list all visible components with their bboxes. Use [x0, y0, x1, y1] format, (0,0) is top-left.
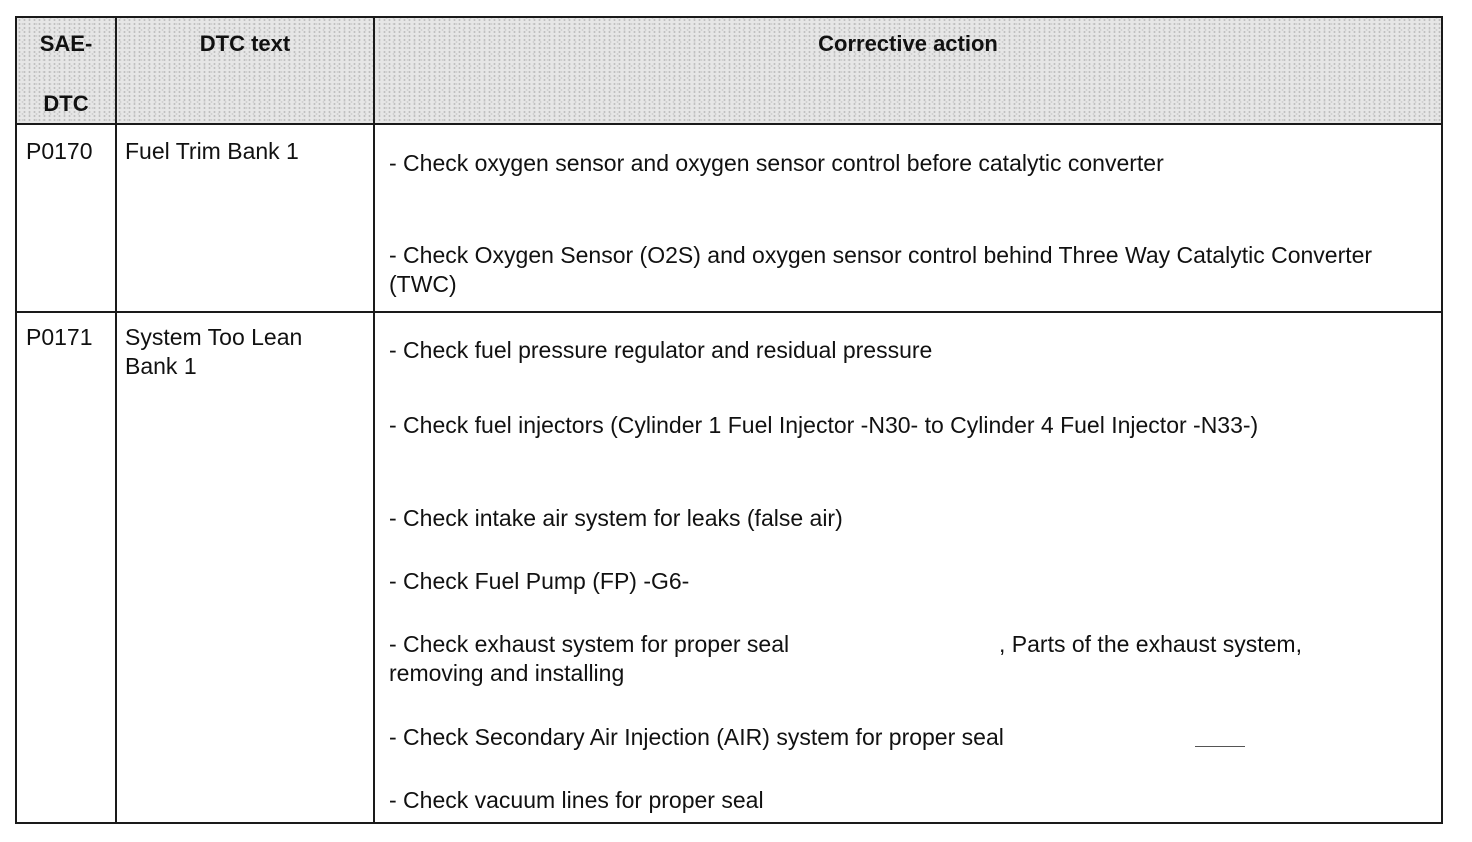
column-divider [115, 18, 117, 822]
row2-action-7: - Check vacuum lines for proper seal [389, 787, 764, 813]
header-sae-dtc-line2: DTC [43, 91, 89, 116]
row2-action-3: - Check intake air system for leaks (false air) [389, 505, 843, 531]
column-divider [373, 18, 375, 822]
row2-action-1: - Check fuel pressure regulator and residual pressure [389, 337, 933, 363]
blank-reference-mark [1195, 746, 1245, 747]
row2-dtc-text: System Too Lean Bank 1 [125, 324, 303, 379]
row2-action-5: - Check exhaust system for proper seal [389, 631, 790, 657]
dtc-table [15, 16, 1443, 824]
row2-action-4: - Check Fuel Pump (FP) -G6- [389, 568, 690, 594]
row2-code: P0171 [26, 324, 93, 350]
row1-dtc-text: Fuel Trim Bank 1 [125, 138, 299, 164]
row1-action-1: - Check oxygen sensor and oxygen sensor control before catalytic converter [389, 150, 1164, 176]
row2-action-5-line2: removing and installing [389, 660, 625, 686]
header-sae-dtc-line1: SAE- [39, 31, 93, 56]
header-corrective-action: Corrective action [818, 31, 998, 56]
row-divider [17, 311, 1441, 313]
row2-action-5-continued: , Parts of the exhaust system, [999, 631, 1302, 657]
row1-action-2: - Check Oxygen Sensor (O2S) and oxygen sensor control behind Three Way Catalytic Converter (TWC) [389, 242, 1373, 297]
row2-action-6: - Check Secondary Air Injection (AIR) system for proper seal [389, 724, 1004, 750]
header-dtc-text: DTC text [199, 31, 291, 56]
row1-code: P0170 [26, 138, 93, 164]
row2-action-2: - Check fuel injectors (Cylinder 1 Fuel Injector -N30- to Cylinder 4 Fuel Injector -N33-) [389, 412, 1259, 438]
